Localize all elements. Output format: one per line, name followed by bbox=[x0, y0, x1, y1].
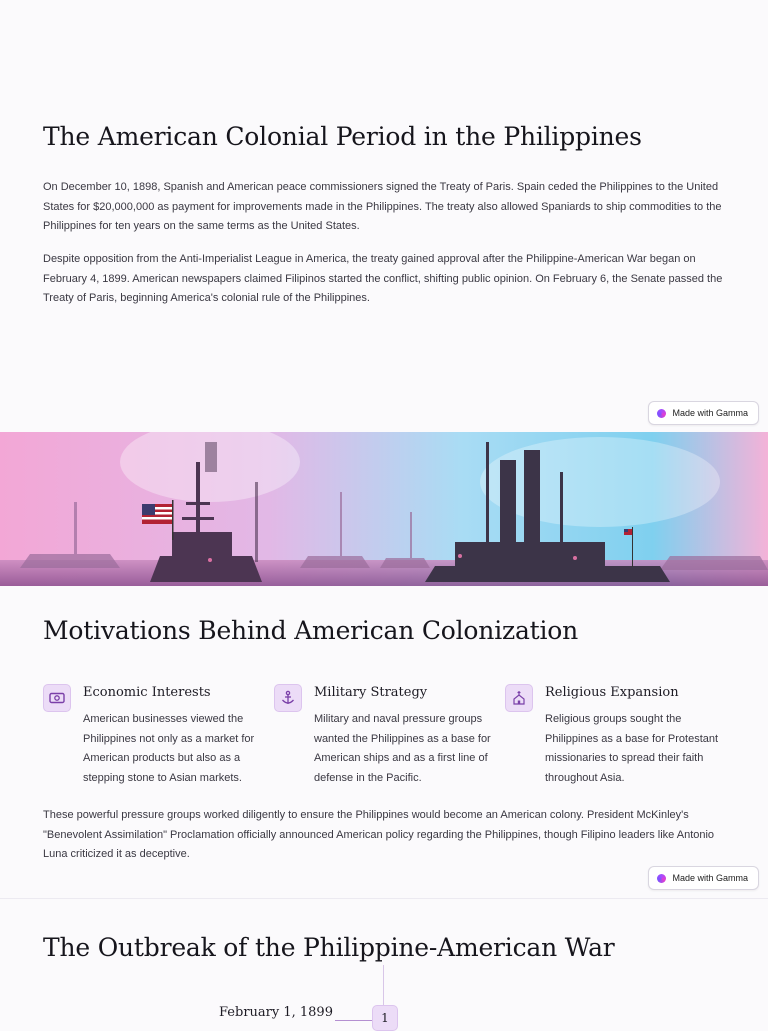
page-title: The American Colonial Period in the Philippines bbox=[43, 122, 642, 151]
warships-banner-image bbox=[0, 432, 768, 586]
gamma-logo-icon bbox=[657, 409, 666, 418]
card-description: Religious groups sought the Philippines as a base for Protestant missionaries to spread their faith throughout Asia. bbox=[545, 713, 719, 784]
card-title: Economic Interests bbox=[83, 685, 211, 700]
made-with-gamma-button[interactable] bbox=[648, 401, 759, 425]
money-icon bbox=[43, 684, 71, 712]
timeline-step-number: 1 bbox=[372, 1005, 398, 1031]
war-outbreak-section bbox=[0, 898, 768, 1025]
timeline-link-line bbox=[335, 1020, 373, 1021]
gamma-logo-icon bbox=[657, 874, 666, 883]
anchor-icon bbox=[274, 684, 302, 712]
made-with-gamma-label: Made with Gamma bbox=[672, 408, 748, 418]
card-title: Military Strategy bbox=[314, 685, 428, 700]
intro-paragraph-1: On December 10, 1898, Spanish and American peace commissioners signed the Treaty of Paris. Spain ceded the Philippines to the United States for $20,000,000 as payment for improvements made in the Philippines. The treaty also allowed Spaniards to ship commodities to the Philippines for ten years on the same terms as the United States. bbox=[43, 181, 722, 232]
timeline-connector bbox=[383, 965, 384, 1005]
made-with-gamma-label: Made with Gamma bbox=[672, 873, 748, 883]
card-description: American businesses viewed the Philippines not only as a market for American products but also as a stepping stone to Asian markets. bbox=[83, 713, 255, 784]
timeline-date: February 1, 1899 bbox=[219, 1005, 333, 1020]
section-title-war-outbreak: The Outbreak of the Philippine-American War bbox=[43, 933, 615, 962]
motivations-paragraph: These powerful pressure groups worked diligently to ensure the Philippines would become an American colony. President McKinley's "Benevolent Assimilation" Proclamation officially announced American policy regarding the Philippines, though Filipino leaders like Antonio Luna criticized it as deceptive. bbox=[43, 809, 715, 860]
intro-paragraph-2: Despite opposition from the Anti-Imperialist League in America, the treaty gained approval after the Philippine-American War began on February 4, 1899. American newspapers claimed Filipinos started the conflict, shifting public opinion. On February 6, the Senate passed the Treaty of Paris, beginning America's colonial rule of the Philippines. bbox=[43, 253, 723, 304]
section-title-motivations: Motivations Behind American Colonization bbox=[43, 616, 579, 645]
card-title: Religious Expansion bbox=[545, 685, 679, 700]
intro-section bbox=[0, 0, 768, 432]
motivations-section bbox=[0, 586, 768, 898]
church-icon bbox=[505, 684, 533, 712]
card-description: Military and naval pressure groups wanted the Philippines as a base for American ships and as a first line of defense in the Pacific. bbox=[314, 713, 491, 784]
made-with-gamma-button[interactable] bbox=[648, 866, 759, 890]
